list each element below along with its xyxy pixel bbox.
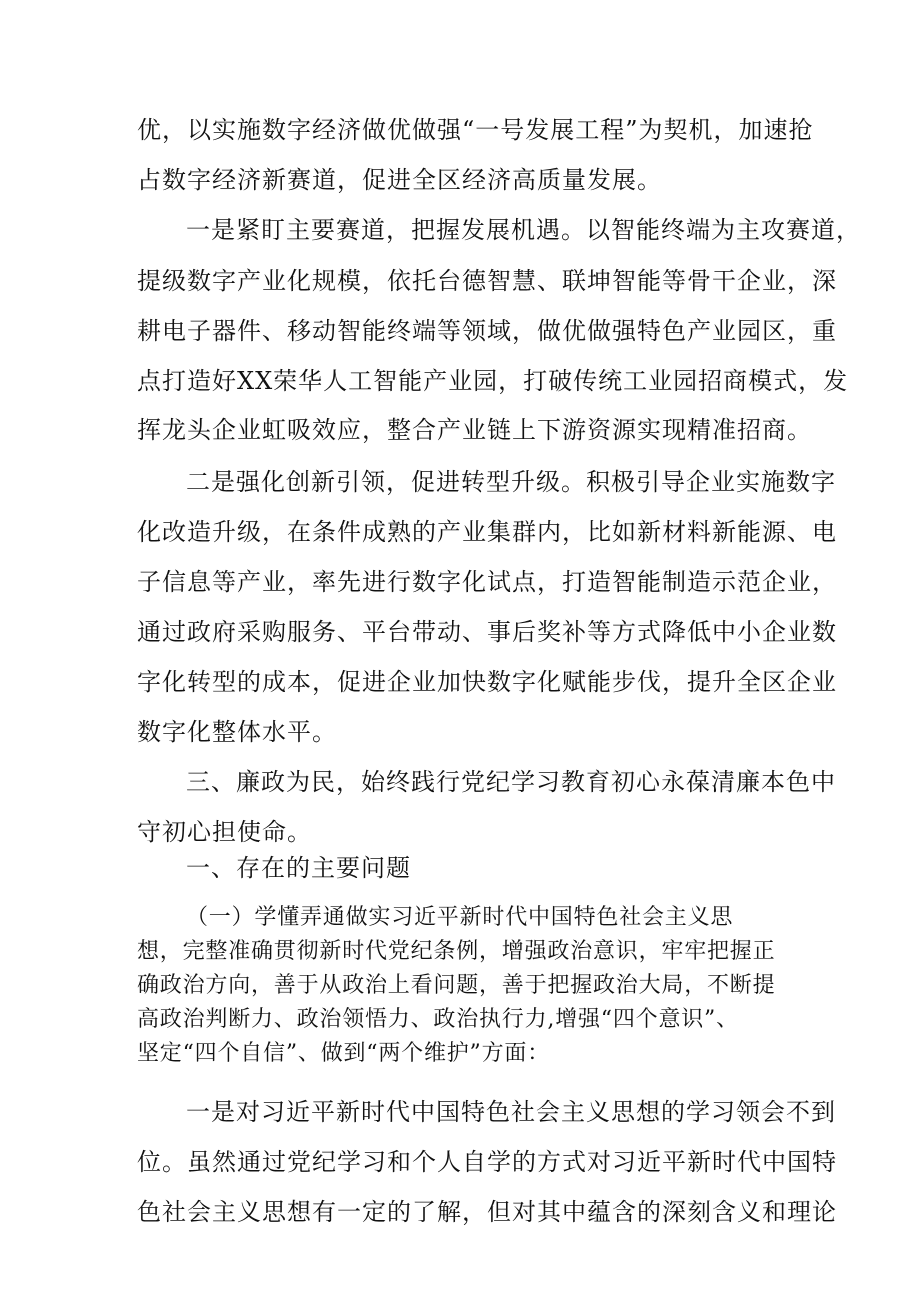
text-line: 字化转型的成本，促进企业加快数字化赋能步伐，提升全区企业 bbox=[137, 668, 837, 696]
text-line: 点打造好XX荣华人工智能产业园，打破传统工业园招商模式，发 bbox=[137, 367, 849, 395]
text-line: 高政治判断力、政治领悟力、政治执行力,增强“四个意识”、 bbox=[137, 1007, 739, 1032]
text-line: 耕电子器件、移动智能终端等领域，做优做强特色产业园区，重 bbox=[137, 317, 837, 345]
text-line: 通过政府采购服务、平台带动、事后奖补等方式降低中小企业数 bbox=[137, 618, 837, 646]
text-line: （一）学懂弄通做实习近平新时代中国特色社会主义思 bbox=[186, 905, 734, 930]
heading-line: 一、存在的主要问题 bbox=[186, 854, 411, 882]
text-line: 一是紧盯主要赛道，把握发展机遇。以智能终端为主攻赛道， bbox=[186, 216, 861, 244]
text-line: 一是对习近平新时代中国特色社会主义思想的学习领会不到 bbox=[186, 1098, 836, 1126]
text-line: 三、廉政为民，始终践行党纪学习教育初心永葆清廉本色中 bbox=[186, 768, 836, 796]
text-line: 想，完整准确贯彻新时代党纪条例，增强政治意识，牢牢把握正 bbox=[137, 939, 776, 964]
text-line: 确政治方向，善于从政治上看问题，善于把握政治大局，不断提 bbox=[137, 973, 776, 998]
text-line: 子信息等产业，率先进行数字化试点，打造智能制造示范企业， bbox=[137, 568, 837, 596]
text-line: 优，以实施数字经济做优做强“一号发展工程”为契机，加速抢 bbox=[137, 116, 814, 144]
text-line: 挥龙头企业虹吸效应，整合产业链上下游资源实现精准招商。 bbox=[137, 416, 812, 444]
text-line: 色社会主义思想有一定的了解，但对其中蕴含的深刻含义和理论 bbox=[137, 1198, 837, 1226]
text-line: 占数字经济新赛道，促进全区经济高质量发展。 bbox=[137, 166, 662, 194]
text-line: 化改造升级，在条件成熟的产业集群内，比如新材料新能源、电 bbox=[137, 518, 837, 546]
text-line: 守初心担使命。 bbox=[137, 818, 312, 846]
text-line: 提级数字产业化规模，依托台德智慧、联坤智能等骨干企业，深 bbox=[137, 267, 837, 295]
text-line: 位。虽然通过党纪学习和个人自学的方式对习近平新时代中国特 bbox=[137, 1148, 837, 1176]
text-line: 坚定“四个自信”、做到“两个维护”方面： bbox=[137, 1041, 550, 1066]
text-line: 数字化整体水平。 bbox=[137, 718, 337, 746]
text-line: 二是强化创新引领，促进转型升级。积极引导企业实施数字 bbox=[186, 468, 836, 496]
